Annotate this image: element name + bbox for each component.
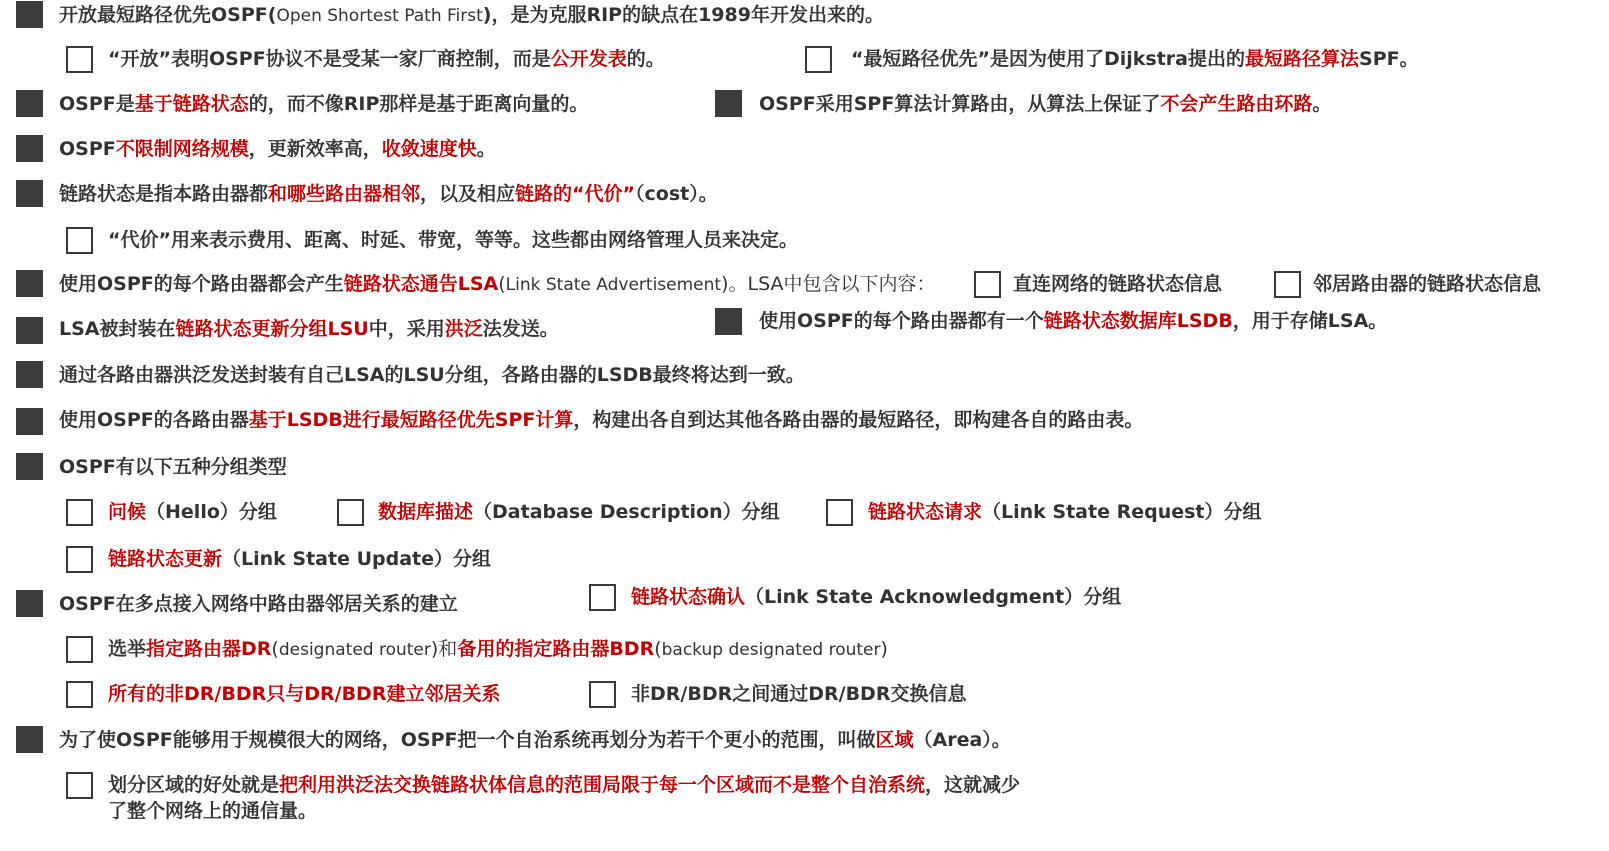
text-segment: （Link State Request）分组 — [982, 501, 1262, 523]
text-segment: )，是为克服RIP的缺点在1989年开发出来的。 — [482, 4, 884, 26]
text-segment: （Hello）分组 — [146, 501, 277, 523]
text-segment: OSPF是 — [59, 93, 135, 115]
checkbox-icon — [826, 499, 853, 526]
text-segment: 选举 — [108, 638, 147, 660]
text-segment: backup designated router — [661, 640, 881, 660]
text-segment: 的，而不像RIP那样是基于距离向量的。 — [248, 93, 589, 115]
text-segment: ，构建出各自到达其他各路由器的最短路径，即构建各自的路由表。 — [573, 409, 1144, 431]
highlight-text: 不限制网络规模 — [115, 138, 249, 160]
highlight-text: 基于链路状态 — [134, 93, 249, 115]
highlight-text: 链路状态确认 — [631, 586, 746, 608]
highlight-text: 所有的非DR/BDR只与DR/BDR建立邻居关系 — [108, 683, 501, 705]
bullet-text — [59, 135, 496, 163]
square-bullet-icon — [16, 590, 43, 617]
text-segment: （cost）。 — [635, 183, 718, 205]
checkbox-icon — [66, 681, 93, 708]
highlight-text: 链路状态通告LSA — [343, 273, 499, 295]
sub-item-text — [108, 226, 798, 254]
highlight-text: 公开发表 — [550, 48, 627, 70]
text-segment: 。 — [476, 138, 496, 160]
bullet-text — [759, 307, 1387, 335]
bullet-text — [59, 315, 559, 343]
square-bullet-icon — [16, 453, 43, 480]
packet-type-hello — [108, 498, 277, 526]
packet-type-lsu — [108, 545, 491, 573]
text-segment: ，这就减少 — [925, 774, 1021, 796]
sub-item-text-continued — [108, 797, 317, 825]
text-segment: OSPF — [59, 138, 116, 160]
text-segment: SPF。 — [1359, 48, 1419, 70]
square-bullet-icon — [16, 726, 43, 753]
text-segment: 邻居路由器的链路状态信息 — [1313, 273, 1542, 295]
square-bullet-icon — [715, 90, 742, 117]
highlight-text: 指定路由器DR — [146, 638, 272, 660]
text-segment: ，用于存储LSA。 — [1232, 310, 1388, 332]
text-segment: OSPF有以下五种分组类型 — [59, 456, 287, 478]
bullet-text — [759, 90, 1331, 118]
bullet-text — [59, 270, 936, 299]
sub-item-text — [631, 680, 966, 708]
packet-type-lsr — [868, 498, 1262, 526]
packet-type-lsack — [631, 583, 1121, 611]
text-segment: designated router — [278, 640, 431, 660]
text-segment: 通过各路由器洪泛发送封装有自己LSA的LSU分组，各路由器的LSDB最终将达到一致。 — [59, 364, 805, 386]
square-bullet-icon — [16, 408, 43, 435]
text-segment: ( — [498, 273, 506, 295]
text-segment: 使用OSPF的每个路由器都有一个 — [759, 310, 1044, 332]
text-segment: 使用OSPF的每个路由器都会产生 — [59, 273, 344, 295]
checkbox-icon — [66, 46, 93, 73]
text-segment: （Area）。 — [913, 729, 1011, 751]
highlight-text: 基于LSDB进行最短路径优先SPF计算 — [248, 409, 574, 431]
sub-item-text — [851, 45, 1419, 73]
highlight-text: 数据库描述 — [378, 501, 474, 523]
sub-item-text — [1313, 270, 1541, 298]
checkbox-icon — [66, 636, 93, 663]
sub-item-text — [108, 45, 665, 73]
highlight-text: 最短路径算法 — [1245, 48, 1360, 70]
text-segment: )和 — [430, 638, 458, 660]
checkbox-icon — [589, 681, 616, 708]
highlight-text: 备用的指定路由器BDR — [457, 638, 655, 660]
bullet-text — [59, 361, 805, 389]
text-segment: （Link State Update）分组 — [222, 548, 492, 570]
checkbox-icon — [66, 499, 93, 526]
text-segment: （Database Description）分组 — [473, 501, 780, 523]
square-bullet-icon — [16, 180, 43, 207]
text-segment: 。 — [1312, 93, 1332, 115]
sub-item-text — [108, 680, 500, 708]
text-segment: OSPF采用SPF算法计算路由，从算法上保证了 — [759, 93, 1161, 115]
square-bullet-icon — [16, 270, 43, 297]
sub-item-text — [1013, 270, 1222, 298]
highlight-text: 把利用洪泛法交换链路状体信息的范围局限于每一个区域而不是整个自治系统 — [279, 774, 926, 796]
highlight-text: 区域 — [875, 729, 914, 751]
text-segment: OSPF在多点接入网络中路由器邻居关系的建立 — [59, 593, 458, 615]
text-segment: 划分区域的好处就是 — [108, 774, 280, 796]
square-bullet-icon — [16, 1, 43, 28]
highlight-text: 链路状态更新分组LSU — [175, 318, 369, 340]
bullet-text — [59, 90, 588, 118]
bullet-text — [59, 406, 1143, 434]
text-segment: 非DR/BDR之间通过DR/BDR交换信息 — [631, 683, 967, 705]
checkbox-icon — [66, 227, 93, 254]
highlight-text: 问候 — [108, 501, 147, 523]
checkbox-icon — [66, 772, 93, 799]
highlight-text: 收敛速度快 — [381, 138, 477, 160]
text-segment: “开放”表明OSPF协议不是受某一家厂商控制，而是 — [108, 48, 551, 70]
text-segment: 链路状态是指本路由器都 — [59, 183, 269, 205]
checkbox-icon — [337, 499, 364, 526]
text-segment: ) — [880, 638, 888, 660]
bullet-text — [59, 1, 884, 30]
square-bullet-icon — [16, 135, 43, 162]
text-segment: 为了使OSPF能够用于规模很大的网络，OSPF把一个自治系统再划分为若干个更小的范围，叫做 — [59, 729, 876, 751]
sub-item-text — [108, 635, 888, 664]
text-segment: ，更新效率高， — [248, 138, 382, 160]
bullet-text — [59, 726, 1011, 754]
text-segment: 开放最短路径优先OSPF( — [59, 4, 277, 26]
checkbox-icon — [66, 546, 93, 573]
text-segment: 了整个网络上的通信量。 — [108, 800, 318, 822]
text-segment: ( — [271, 638, 279, 660]
text-segment: 法发送。 — [482, 318, 559, 340]
text-segment: 使用OSPF的各路由器 — [59, 409, 249, 431]
checkbox-icon — [589, 584, 616, 611]
checkbox-icon — [974, 271, 1001, 298]
text-segment: Link State Advertisement — [505, 275, 722, 295]
highlight-text: 洪泛 — [444, 318, 483, 340]
square-bullet-icon — [16, 90, 43, 117]
text-segment: “代价”用来表示费用、距离、时延、带宽，等等。这些都由网络管理人员来决定。 — [108, 229, 798, 251]
text-segment: 的。 — [626, 48, 665, 70]
square-bullet-icon — [715, 308, 742, 335]
text-segment: )。LSA中包含以下内容： — [721, 273, 936, 295]
text-segment: “最短路径优先”是因为使用了Dijkstra提出的 — [851, 48, 1245, 70]
packet-type-dd — [378, 498, 780, 526]
text-segment: LSA被封装在 — [59, 318, 176, 340]
text-segment: （Link State Acknowledgment）分组 — [745, 586, 1122, 608]
checkbox-icon — [1274, 271, 1301, 298]
highlight-text: 链路的“代价” — [515, 183, 636, 205]
text-segment: ( — [654, 638, 662, 660]
bullet-text — [59, 180, 718, 208]
highlight-text: 链路状态请求 — [868, 501, 983, 523]
text-segment: 中，采用 — [368, 318, 445, 340]
text-segment: ，以及相应 — [420, 183, 516, 205]
bullet-text — [59, 453, 287, 481]
sub-item-text — [108, 771, 1020, 799]
text-segment: 直连网络的链路状态信息 — [1013, 273, 1223, 295]
highlight-text: 链路状态数据库LSDB — [1043, 310, 1233, 332]
highlight-text: 和哪些路由器相邻 — [268, 183, 421, 205]
highlight-text: 不会产生路由环路 — [1160, 93, 1313, 115]
text-segment: Open Shortest Path First — [276, 6, 483, 26]
checkbox-icon — [805, 46, 832, 73]
square-bullet-icon — [16, 317, 43, 344]
highlight-text: 链路状态更新 — [108, 548, 223, 570]
bullet-text — [59, 590, 458, 618]
square-bullet-icon — [16, 361, 43, 388]
